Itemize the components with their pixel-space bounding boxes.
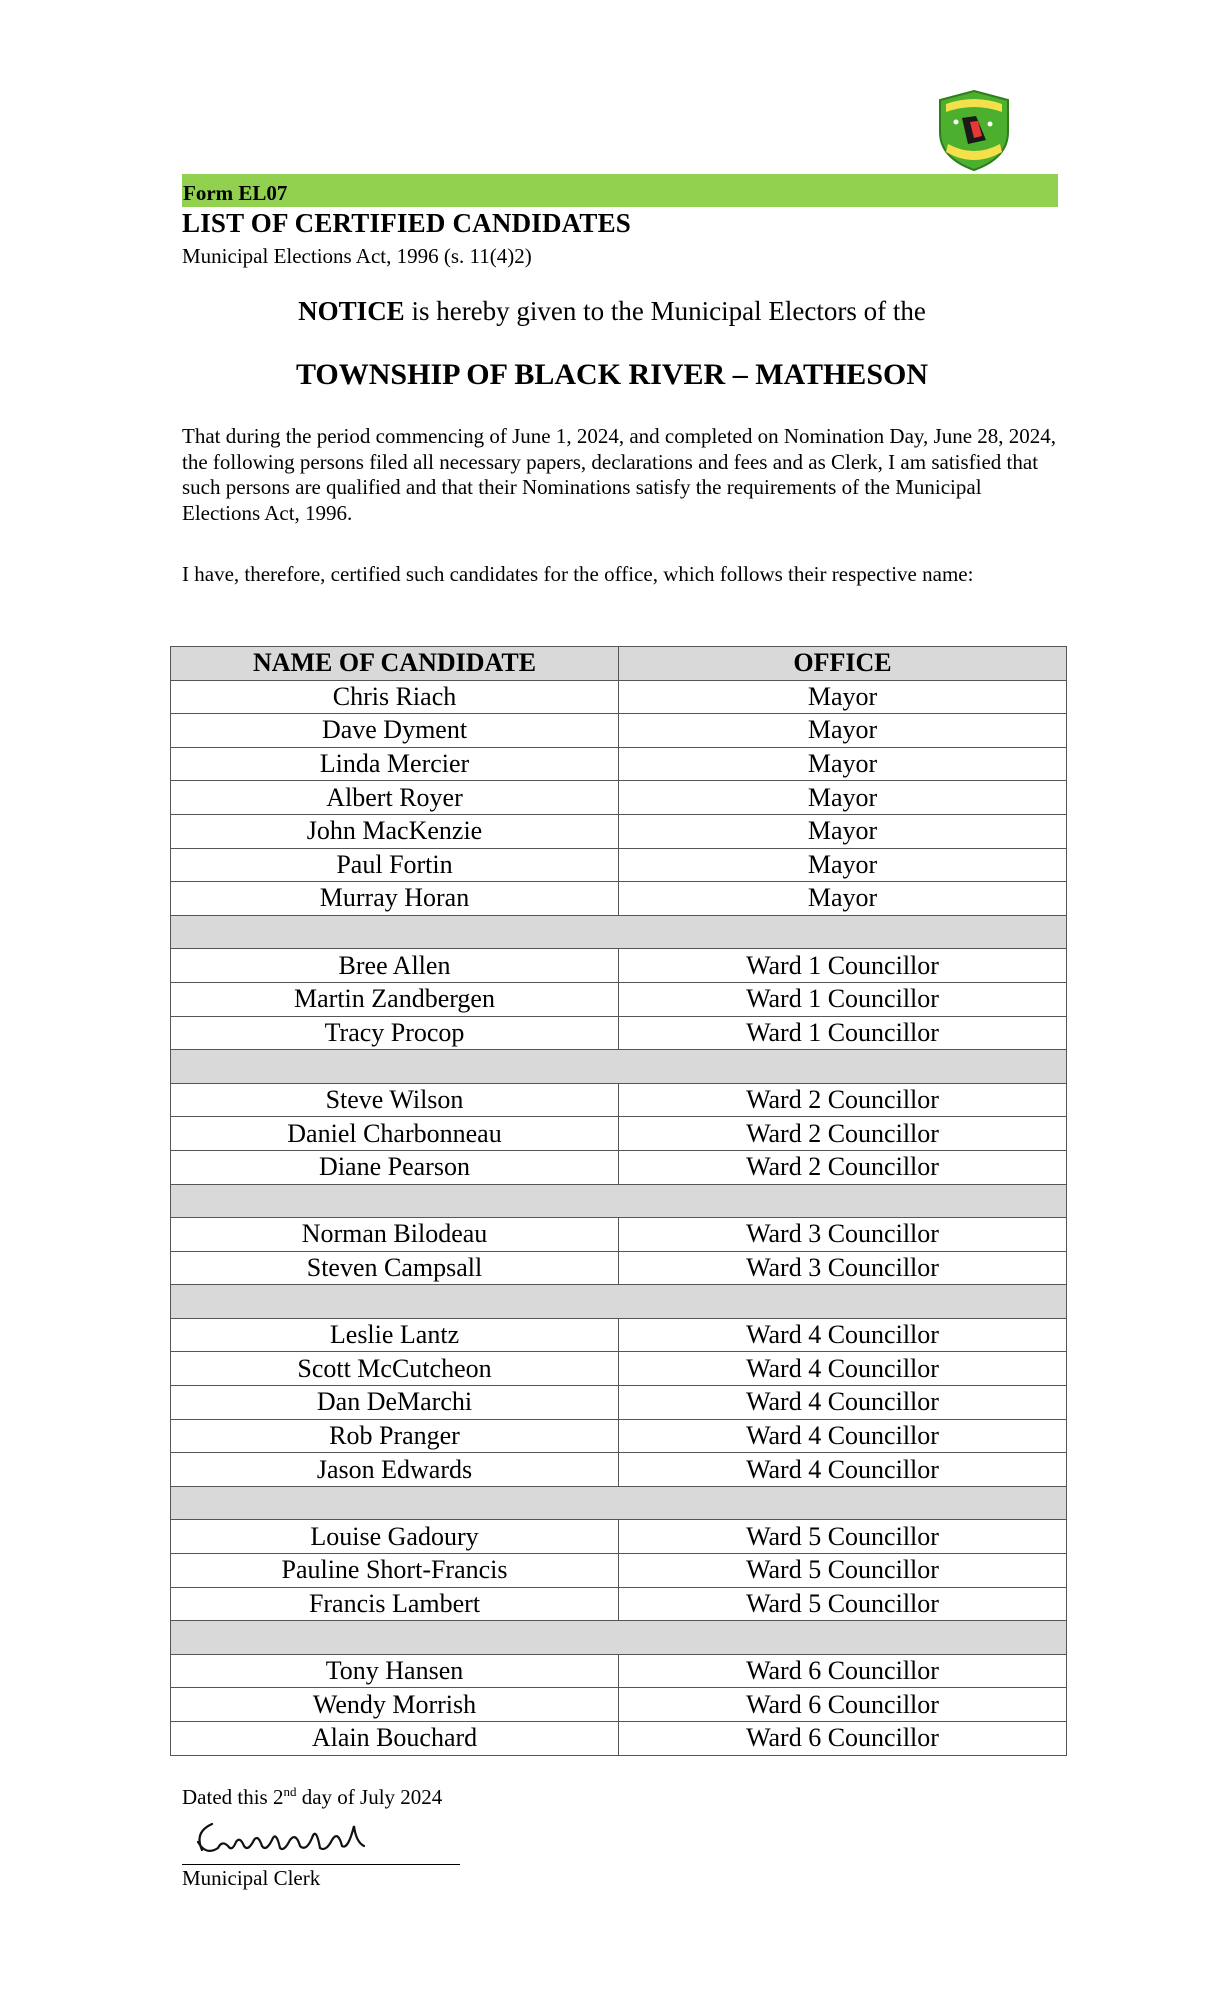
- table-row: [171, 1083, 1067, 1117]
- separator-cell: [171, 1621, 1067, 1655]
- table-row: [171, 1352, 1067, 1386]
- table-row: [171, 1722, 1067, 1756]
- office-cell: Ward 6 Councillor: [619, 1688, 1067, 1722]
- candidate-name-cell: Martin Zandbergen: [171, 982, 619, 1016]
- notice-text: is hereby given to the Municipal Electors of the: [404, 296, 926, 326]
- office-cell: Ward 1 Councillor: [619, 1016, 1067, 1050]
- table-row: [171, 714, 1067, 748]
- candidate-name-cell: Dave Dyment: [171, 714, 619, 748]
- table-row: [171, 1251, 1067, 1285]
- table-row: [171, 1218, 1067, 1252]
- office-cell: Ward 6 Councillor: [619, 1654, 1067, 1688]
- candidate-name-cell: Alain Bouchard: [171, 1722, 619, 1756]
- table-row: [171, 1587, 1067, 1621]
- paragraph-period: That during the period commencing of June 1, 2024, and completed on Nomination Day, June 28, 2024, the following persons filed all necessary papers, declarations and fees and as Clerk, I am satisfied that such persons are qualified and that their Nominations satisfy the requirements of the Municipal Elections Act, 1996.: [182, 424, 1057, 525]
- signature-line: [182, 1864, 460, 1865]
- group-separator-row: [171, 915, 1067, 949]
- office-cell: Ward 3 Councillor: [619, 1251, 1067, 1285]
- notice-bold: NOTICE: [298, 296, 405, 326]
- group-separator-row: [171, 1184, 1067, 1218]
- office-cell: Mayor: [619, 781, 1067, 815]
- dated-prefix: Dated this 2: [182, 1785, 284, 1809]
- candidate-name-cell: Francis Lambert: [171, 1587, 619, 1621]
- candidate-name-cell: John MacKenzie: [171, 814, 619, 848]
- group-separator-row: [171, 1621, 1067, 1655]
- column-header-name: NAME OF CANDIDATE: [171, 647, 619, 681]
- office-cell: Ward 1 Councillor: [619, 949, 1067, 983]
- candidate-name-cell: Steven Campsall: [171, 1251, 619, 1285]
- group-separator-row: [171, 1285, 1067, 1319]
- candidate-name-cell: Diane Pearson: [171, 1150, 619, 1184]
- office-cell: Ward 5 Councillor: [619, 1520, 1067, 1554]
- table-row: [171, 781, 1067, 815]
- office-cell: Ward 4 Councillor: [619, 1352, 1067, 1386]
- table-row: [171, 949, 1067, 983]
- table-row: [171, 680, 1067, 714]
- candidate-name-cell: Daniel Charbonneau: [171, 1117, 619, 1151]
- dated-suffix: day of July 2024: [296, 1785, 443, 1809]
- separator-cell: [171, 1486, 1067, 1520]
- group-separator-row: [171, 1486, 1067, 1520]
- office-cell: Mayor: [619, 714, 1067, 748]
- notice-line: [0, 296, 1224, 327]
- candidate-name-cell: Louise Gadoury: [171, 1520, 619, 1554]
- table-row: [171, 1520, 1067, 1554]
- clerk-label: Municipal Clerk: [182, 1866, 321, 1890]
- candidate-name-cell: Murray Horan: [171, 882, 619, 916]
- office-cell: Ward 4 Councillor: [619, 1419, 1067, 1453]
- office-cell: Mayor: [619, 882, 1067, 916]
- office-cell: Ward 4 Councillor: [619, 1453, 1067, 1487]
- table-row: [171, 1453, 1067, 1487]
- candidate-name-cell: Tracy Procop: [171, 1016, 619, 1050]
- candidate-name-cell: Steve Wilson: [171, 1083, 619, 1117]
- candidate-name-cell: Norman Bilodeau: [171, 1218, 619, 1252]
- separator-cell: [171, 915, 1067, 949]
- office-cell: Ward 4 Councillor: [619, 1318, 1067, 1352]
- table-header-row: [171, 647, 1067, 681]
- office-cell: Ward 6 Councillor: [619, 1722, 1067, 1756]
- group-separator-row: [171, 1050, 1067, 1084]
- candidates-table: [170, 646, 1067, 1756]
- clerk-signature: [188, 1812, 388, 1862]
- township-logo: [932, 88, 1016, 172]
- office-cell: Mayor: [619, 848, 1067, 882]
- candidate-name-cell: Jason Edwards: [171, 1453, 619, 1487]
- office-cell: Ward 2 Councillor: [619, 1150, 1067, 1184]
- candidate-name-cell: Linda Mercier: [171, 747, 619, 781]
- table-row: [171, 982, 1067, 1016]
- table-row: [171, 1419, 1067, 1453]
- table-row: [171, 1688, 1067, 1722]
- candidate-name-cell: Paul Fortin: [171, 848, 619, 882]
- separator-cell: [171, 1285, 1067, 1319]
- office-cell: Mayor: [619, 814, 1067, 848]
- office-cell: Ward 3 Councillor: [619, 1218, 1067, 1252]
- separator-cell: [171, 1050, 1067, 1084]
- candidate-name-cell: Rob Pranger: [171, 1419, 619, 1453]
- candidate-name-cell: Chris Riach: [171, 680, 619, 714]
- township-heading: TOWNSHIP OF BLACK RIVER – MATHESON: [295, 358, 929, 391]
- office-cell: Ward 2 Councillor: [619, 1083, 1067, 1117]
- act-reference: Municipal Elections Act, 1996 (s. 11(4)2): [182, 244, 532, 268]
- candidate-name-cell: Pauline Short-Francis: [171, 1554, 619, 1588]
- table-row: [171, 1386, 1067, 1420]
- candidate-name-cell: Leslie Lantz: [171, 1318, 619, 1352]
- separator-cell: [171, 1184, 1067, 1218]
- document-title: LIST OF CERTIFIED CANDIDATES: [182, 208, 632, 238]
- table-row: [171, 1554, 1067, 1588]
- table-row: [171, 1117, 1067, 1151]
- table-row: [171, 747, 1067, 781]
- candidate-name-cell: Tony Hansen: [171, 1654, 619, 1688]
- column-header-office: OFFICE: [619, 647, 1067, 681]
- office-cell: Ward 2 Councillor: [619, 1117, 1067, 1151]
- table-row: [171, 848, 1067, 882]
- office-cell: Mayor: [619, 747, 1067, 781]
- form-label: Form EL07: [183, 181, 288, 205]
- dated-ordinal: nd: [283, 1784, 297, 1799]
- candidate-name-cell: Scott McCutcheon: [171, 1352, 619, 1386]
- office-cell: Ward 5 Councillor: [619, 1554, 1067, 1588]
- table-body: [171, 680, 1067, 1755]
- office-cell: Mayor: [619, 680, 1067, 714]
- candidate-name-cell: Wendy Morrish: [171, 1688, 619, 1722]
- table-row: [171, 1016, 1067, 1050]
- candidate-name-cell: Dan DeMarchi: [171, 1386, 619, 1420]
- table-row: [171, 1318, 1067, 1352]
- candidate-name-cell: Albert Royer: [171, 781, 619, 815]
- table-row: [171, 1654, 1067, 1688]
- dated-line: [182, 1784, 442, 1810]
- table-row: [171, 882, 1067, 916]
- form-label-bar: [182, 174, 1058, 207]
- candidate-name-cell: Bree Allen: [171, 949, 619, 983]
- table-row: [171, 1150, 1067, 1184]
- office-cell: Ward 1 Councillor: [619, 982, 1067, 1016]
- table-row: [171, 814, 1067, 848]
- office-cell: Ward 4 Councillor: [619, 1386, 1067, 1420]
- office-cell: Ward 5 Councillor: [619, 1587, 1067, 1621]
- paragraph-certified: I have, therefore, certified such candidates for the office, which follows their respective name:: [182, 562, 974, 586]
